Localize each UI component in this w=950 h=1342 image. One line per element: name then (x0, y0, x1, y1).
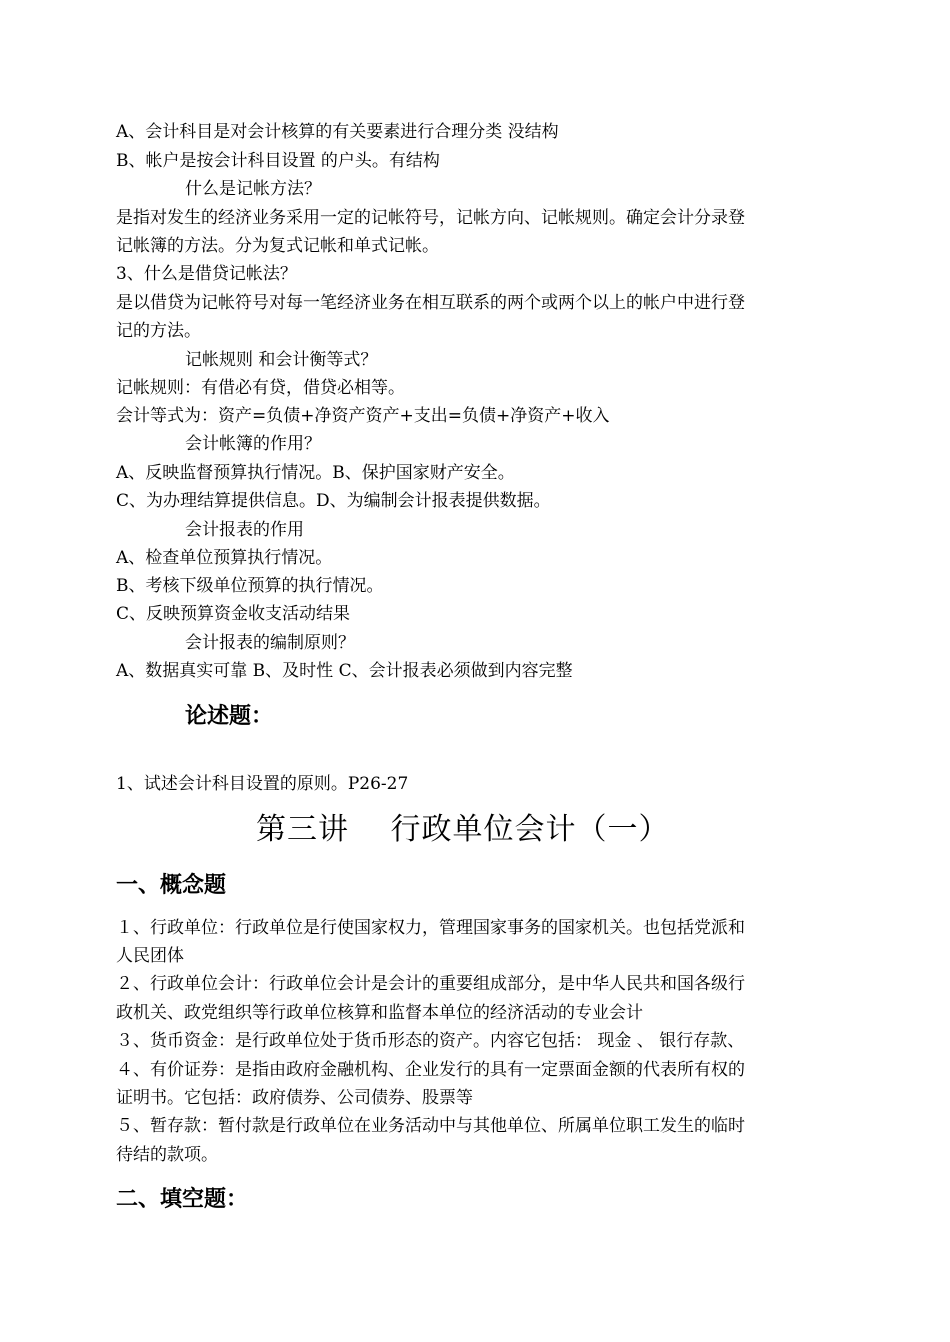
text-line: 记的方法。 (116, 321, 201, 341)
concept-line: ３、货币资金：是行政单位处于货币形态的资产。内容它包括： 现金 、 银行存款、 (116, 1031, 745, 1051)
concept-line: １、行政单位：行政单位是行使国家权力，管理国家事务的国家机关。也包括党派和 (116, 918, 745, 938)
text-line: A、数据真实可靠 B、及时性 C、会计报表必须做到内容完整 (116, 661, 573, 681)
section-heading-concepts: 一、概念题 (116, 873, 227, 898)
question-line: 3、什么是借贷记帐法？ (116, 264, 297, 284)
essay-heading: 论述题： (185, 704, 274, 729)
concept-line: ４、有价证券：是指由政府金融机构、企业发行的具有一定票面金额的代表所有权的 (116, 1060, 745, 1080)
text-line: 记帐簿的方法。分为复式记帐和单式记帐。 (116, 236, 439, 256)
text-line: 会计等式为：资产=负债+净资产资产+支出=负债+净资产+收入 (116, 406, 610, 426)
question-line: 记帐规则 和会计衡等式？ (185, 350, 378, 370)
lecture-title: 第三讲 行政单位会计（一） (256, 812, 670, 847)
concept-line: 待结的款项。 (116, 1145, 218, 1165)
text-line: C、为办理结算提供信息。D、为编制会计报表提供数据。 (116, 491, 551, 511)
text-line: A、检查单位预算执行情况。 (116, 548, 333, 568)
section-heading-fill-blank: 二、填空题： (116, 1187, 249, 1212)
concept-line: ２、行政单位会计：行政单位会计是会计的重要组成部分，是中华人民共和国各级行 (116, 974, 745, 994)
essay-item: 1、试述会计科目设置的原则。P26-27 (116, 774, 409, 794)
text-line: B、帐户是按会计科目设置 的户头。有结构 (116, 151, 440, 171)
text-line: A、会计科目是对会计核算的有关要素进行合理分类 没结构 (116, 122, 559, 142)
concept-line: ５、暂存款：暂付款是行政单位在业务活动中与其他单位、所属单位职工发生的临时 (116, 1116, 745, 1136)
question-line: 会计报表的作用 (185, 520, 304, 540)
text-line: C、反映预算资金收支活动结果 (116, 604, 351, 624)
text-line: 是指对发生的经济业务采用一定的记帐符号，记帐方向、记帐规则。确定会计分录登 (116, 208, 745, 228)
text-line: A、反映监督预算执行情况。B、保护国家财产安全。 (116, 463, 515, 483)
text-line: 记帐规则：有借必有贷，借贷必相等。 (116, 378, 405, 398)
concept-line: 人民团体 (116, 946, 184, 966)
question-line: 什么是记帐方法？ (185, 179, 321, 199)
concept-line: 政机关、政党组织等行政单位核算和监督本单位的经济活动的专业会计 (116, 1003, 643, 1023)
text-line: 是以借贷为记帐符号对每一笔经济业务在相互联系的两个或两个以上的帐户中进行登 (116, 293, 745, 313)
question-line: 会计帐簿的作用？ (185, 434, 321, 454)
text-line: B、考核下级单位预算的执行情况。 (116, 576, 384, 596)
concept-line: 证明书。它包括：政府债券、公司债券、股票等 (116, 1088, 473, 1108)
question-line: 会计报表的编制原则？ (185, 633, 355, 653)
